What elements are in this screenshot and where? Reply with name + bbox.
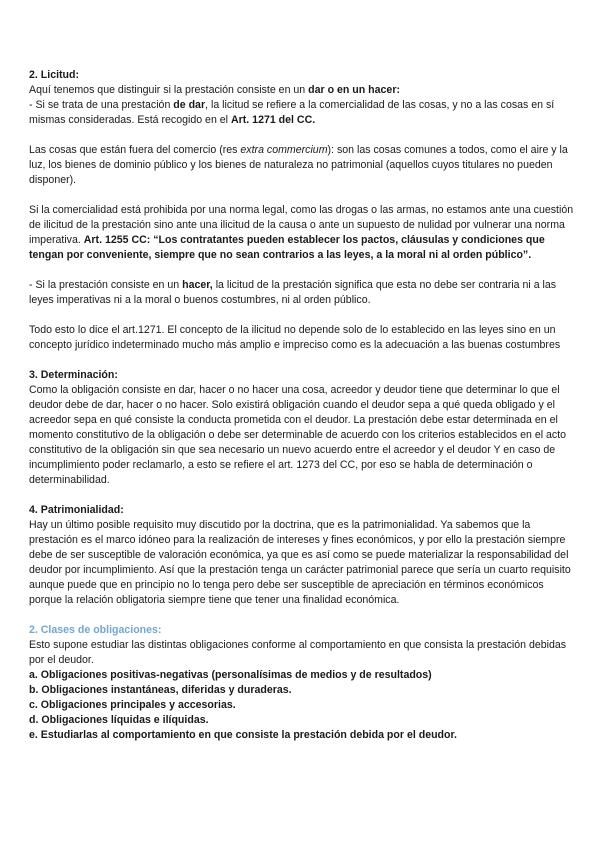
licitud-intro: Aquí tenemos que distinguir si la prestación consiste en un dar o en un hacer: — [29, 84, 400, 96]
section-heading: 4. Patrimonialidad: — [29, 504, 124, 516]
clases-heading: 2. Clases de obligaciones: — [29, 624, 162, 636]
clases-section — [29, 623, 574, 743]
prohibition-paragraph: Si la comercialidad está prohibida por una norma legal, como las drogas o las armas, no estamos ante una cuestión de ilicitud de la prestación sino ante una ilicitud de la causa o ante un supuesto de nulidad por vulnerar una norma imperativa. Art. 1255 CC: “Los contratantes pueden establecer los pactos, cláusulas y condiciones que tengan por conveniente, siempre que no sean contrarios a las leyes, a la moral ni al orden público”. — [29, 204, 574, 261]
patrimonialidad-body: Hay un último posible requisito muy discutido por la doctrina, que es la patrimonialidad. Ya sabemos que la prestación es el marco idóneo para la realización de intereses y fines económicos, y por ello la prestación siempre debe de ser susceptible de valoración económica, ya que es así como se puede materializar la responsabilidad del deudor por incumplimiento. Así que la prestación tenga un carácter patrimonial parece que sería un cuarto requisito aunque puede que en principio no lo tenga pero debe ser susceptible de apreciación en términos económicos porque la relación obligatoria siempre tiene que tener una finalidad económica. — [29, 519, 571, 606]
list-item: c. Obligaciones principales y accesorias. — [29, 699, 236, 711]
document-page — [29, 68, 574, 743]
determinacion-body: Como la obligación consiste en dar, hacer o no hacer una cosa, acreedor y deudor tiene que determinar lo que el deudor debe de dar, hacer o no hacer. Solo existirá obligación cuando el deudor sepa a qué queda obligado y el acreedor sepa en qué consiste la conducta prometida con el deudor. La prestación debe estar determinada en el momento constitutivo de la obligación o debe ser determinable de acuerdo con los criterios establecidos en el acto constitutivo de la obligación sin que sea necesario un nuevo acuerdo entre el acreedor y el deudor Y en caso de incumplimiento poder reclamarlo, a esto se refiere el art. 1273 del CC, por eso se habla de determinación o determinabilidad. — [29, 384, 567, 486]
list-item: b. Obligaciones instantáneas, diferidas y duraderas. — [29, 684, 292, 696]
list-item: d. Obligaciones líquidas e ilíquidas. — [29, 714, 209, 726]
clases-intro: Esto supone estudiar las distintas obligaciones conforme al comportamiento en que consista la prestación debidas por el deudor. — [29, 639, 567, 666]
hacer-paragraph: - Si la prestación consiste en un hacer, la licitud de la prestación significa que esta no debe ser contraria ni a las leyes imperativas ni a la moral o buenos costumbres, ni al orden público. — [29, 279, 557, 306]
list-item: e. Estudiarlas al comportamiento en que consiste la prestación debida por el deudor. — [29, 729, 457, 741]
art-1271-paragraph: Todo esto lo dice el art.1271. El concepto de la ilicitud no depende solo de lo establecido en las leyes sino en un concepto jurídico indeterminado mucho más amplio e impreciso como es la adecuación a las buenas costumbres — [29, 324, 561, 351]
extra-commercium-paragraph: Las cosas que están fuera del comercio (res extra commercium): son las cosas comunes a todos, como el aire y la luz, los bienes de dominio público y los bienes de naturaleza no patrimonial (aquellos cuyos titulares no pueden disponer). — [29, 144, 568, 186]
patrimonialidad-section — [29, 503, 574, 608]
licitud-section — [29, 68, 574, 128]
section-heading: 2. Licitud: — [29, 69, 80, 81]
licitud-dar: - Si se trata de una prestación de dar, la licitud se refiere a la comercialidad de las cosas, y no a las cosas en sí mismas consideradas. Está recogido en el Art. 1271 del CC. — [29, 99, 555, 126]
list-item: a. Obligaciones positivas-negativas (personalísimas de medios y de resultados) — [29, 669, 432, 681]
section-heading: 3. Determinación: — [29, 369, 118, 381]
determinacion-section — [29, 368, 574, 488]
